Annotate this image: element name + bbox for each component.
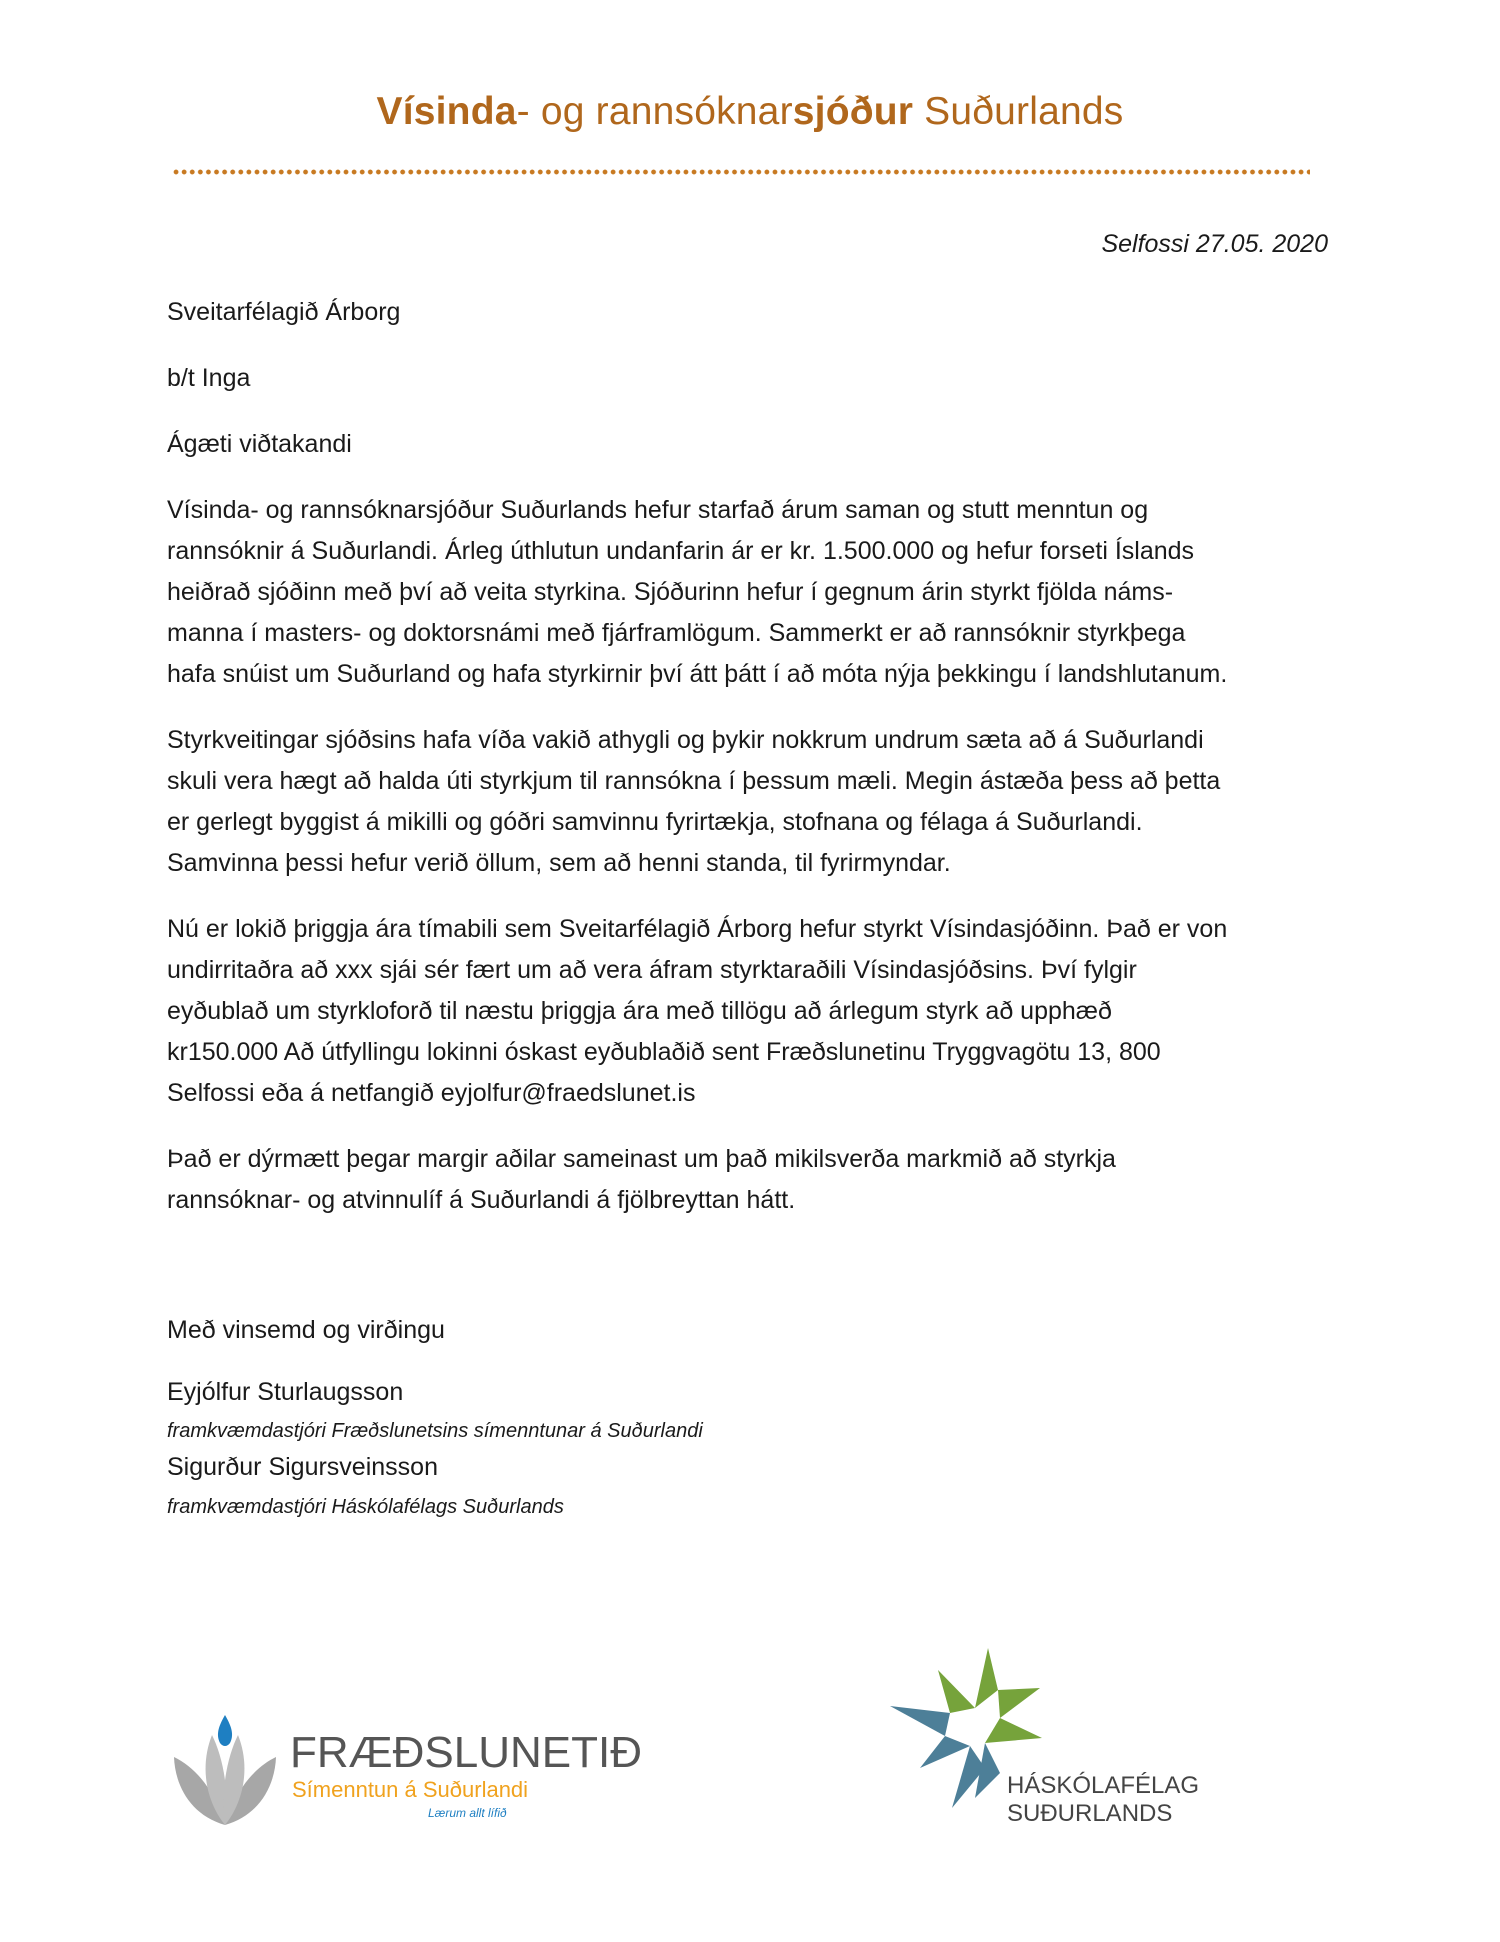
paragraph-line: rannsóknir á Suðurlandi. Árleg úthlutun undanfarin ár er kr. 1.500.000 og hefur forseti Íslands (167, 537, 1195, 565)
signatory-title: framkvæmdastjóri Fræðslunetsins símenntunar á Suðurlandi (167, 1420, 703, 1442)
signatory-title: framkvæmdastjóri Háskólafélags Suðurlands (167, 1496, 564, 1518)
paragraph-line: Samvinna þessi hefur verið öllum, sem að henni standa, til fyrirmyndar. (167, 849, 951, 877)
paragraph-1 (167, 490, 1337, 695)
logo-right-line1: HÁSKÓLAFÉLAG (1007, 1772, 1200, 1799)
paragraph-line: heiðrað sjóðinn með því að veita styrkina. Sjóðurinn hefur í gegnum árin styrkt fjölda náms- (167, 578, 1174, 606)
header-title (0, 90, 1500, 134)
paragraph-line: rannsóknar- og atvinnulíf á Suðurlandi á fjölbreyttan hátt. (167, 1186, 796, 1214)
paragraph-line: Vísinda- og rannsóknarsjóður Suðurlands hefur starfað árum saman og stutt menntun og (167, 496, 1149, 524)
signatory-name: Eyjólfur Sturlaugsson (167, 1378, 404, 1406)
paragraph-line: manna í masters- og doktorsnámi með fjárframlögum. Sammerkt er að rannsóknir styrkþega (167, 619, 1186, 647)
dotted-divider (172, 168, 1310, 176)
logo-left-name: FRÆÐSLUNETIÐ (290, 1728, 643, 1777)
title-bold-1: Vísinda (376, 90, 517, 133)
paragraph-line: Nú er lokið þriggja ára tímabili sem Sveitarfélagið Árborg hefur styrkt Vísindasjóðinn. Það er von (167, 915, 1228, 943)
paragraph-3 (167, 909, 1337, 1114)
lotus-icon (174, 1715, 276, 1825)
title-bold-2: sjóður (792, 90, 914, 133)
paragraph-line: kr150.000 Að útfyllingu lokinni óskast eyðublaðið sent Fræðslunetinu Tryggvagötu 13, 800 (167, 1038, 1161, 1066)
logo-left-tagline: Lærum allt lífið (428, 1806, 507, 1820)
letter-date: Selfossi 27.05. 2020 (1101, 230, 1328, 258)
paragraph-line: er gerlegt byggist á mikilli og góðri samvinnu fyrirtækja, stofnana og félaga á Suðurlandi. (167, 808, 1143, 836)
salutation: Ágæti viðtakandi (167, 430, 352, 458)
paragraph-2 (167, 720, 1337, 884)
attention-line: b/t Inga (167, 364, 251, 392)
paragraph-line: hafa snúist um Suðurland og hafa styrkirnir því átt þátt í að móta nýja þekkingu í landshlutanum. (167, 660, 1228, 688)
paragraph-line: Styrkveitingar sjóðsins hafa víða vakið athygli og þykir nokkrum undrum sæta að á Suðurlandi (167, 726, 1204, 754)
logo-left-sub: Símenntun á Suðurlandi (292, 1777, 529, 1802)
title-normal-2: Suðurlands (913, 90, 1124, 133)
logo-right-line2: SUÐURLANDS (1007, 1800, 1173, 1827)
paragraph-line: skuli vera hægt að halda úti styrkjum til rannsókna í þessum mæli. Megin ástæða þess að þetta (167, 767, 1221, 795)
haskolafelag-logo (890, 1648, 1210, 1838)
paragraph-line: eyðublað um styrkloforð til næstu þriggja ára með tillögu að árlegum styrk að upphæð (167, 997, 1112, 1025)
paragraph-line: Selfossi eða á netfangið eyjolfur@fraedslunet.is (167, 1079, 696, 1107)
signatory-name: Sigurður Sigursveinsson (167, 1453, 438, 1481)
paragraph-line: Það er dýrmætt þegar margir aðilar sameinast um það mikilsverða markmið að styrkja (167, 1145, 1116, 1173)
paragraph-4 (167, 1139, 1337, 1221)
paragraph-line: undirritaðra að xxx sjái sér fært um að vera áfram styrktaraðili Vísindasjóðsins. Því fylgir (167, 956, 1137, 984)
fraedslunetid-logo (170, 1705, 643, 1835)
title-normal-1: - og rannsóknar (516, 90, 793, 133)
closing: Með vinsemd og virðingu (167, 1316, 445, 1344)
letter-body (167, 292, 1337, 1246)
recipient: Sveitarfélagið Árborg (167, 298, 401, 326)
